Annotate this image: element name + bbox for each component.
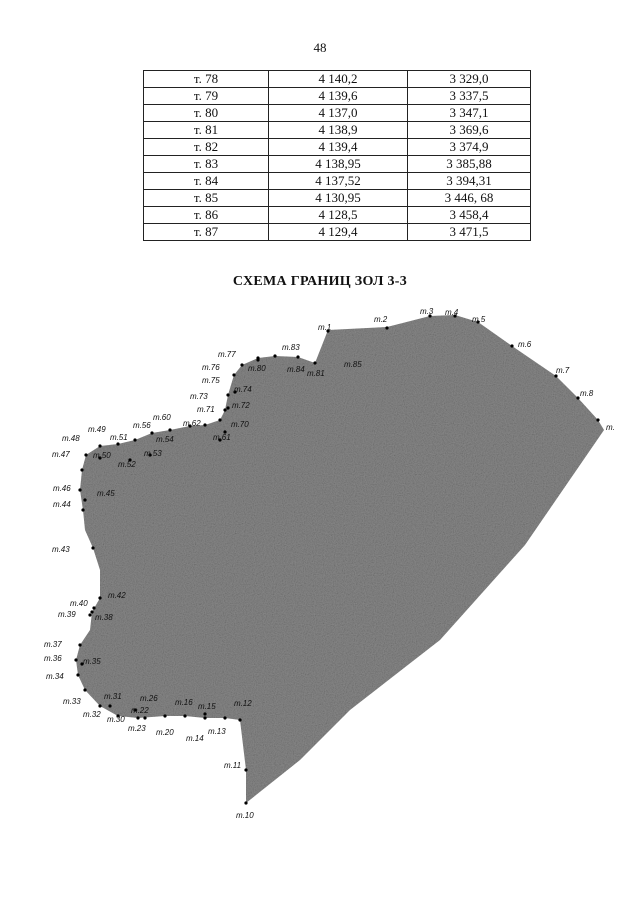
boundary-point-marker [244, 801, 247, 804]
point-label: т.72 [232, 401, 250, 410]
point-label: т.31 [104, 692, 122, 701]
point-label: т.77 [218, 350, 236, 359]
boundary-point-marker [226, 406, 229, 409]
scheme-title: СХЕМА ГРАНИЦ ЗОЛ 3-3 [232, 274, 408, 289]
point-label: т.48 [62, 434, 80, 443]
boundary-point-marker [98, 444, 101, 447]
point-label: т.44 [53, 500, 71, 509]
point-cell: т. 78 [144, 71, 269, 88]
y-coordinate-cell: 3 385,88 [408, 156, 531, 173]
boundary-point-marker [116, 442, 119, 445]
boundary-point-marker [81, 508, 84, 511]
boundary-point-marker [88, 613, 91, 616]
point-label: т.16 [175, 698, 193, 707]
x-coordinate-cell: 4 138,95 [269, 156, 408, 173]
point-label: т.50 [93, 451, 111, 460]
point-label: т.5 [472, 315, 486, 324]
boundary-point-marker [218, 418, 221, 421]
point-label: т.73 [190, 392, 208, 401]
point-label: т.62 [183, 419, 201, 428]
y-coordinate-cell: 3 446, 68 [408, 190, 531, 207]
point-label: т.45 [97, 489, 115, 498]
boundary-point-marker [91, 546, 94, 549]
point-label: т.3 [420, 307, 434, 316]
point-label: т.4 [445, 308, 459, 317]
boundary-point-marker [84, 453, 87, 456]
boundary-point-marker [90, 610, 93, 613]
boundary-point-marker [74, 658, 77, 661]
point-label: т.7 [556, 366, 570, 375]
point-label: т.33 [63, 697, 81, 706]
point-label: т.46 [53, 484, 71, 493]
x-coordinate-cell: 4 138,9 [269, 122, 408, 139]
point-label: т.76 [202, 363, 220, 372]
x-coordinate-cell: 4 139,4 [269, 139, 408, 156]
boundary-point-marker [203, 423, 206, 426]
y-coordinate-cell: 3 458,4 [408, 207, 531, 224]
point-label: т.84 [287, 365, 305, 374]
point-cell: т. 85 [144, 190, 269, 207]
boundary-point-marker [244, 768, 247, 771]
point-label: т.74 [234, 385, 252, 394]
boundary-point-marker [238, 718, 241, 721]
boundary-point-marker [226, 393, 229, 396]
point-label: т.83 [282, 343, 300, 352]
point-label: т.43 [52, 545, 70, 554]
point-cell: т. 81 [144, 122, 269, 139]
point-cell: т. 83 [144, 156, 269, 173]
point-label: т.15 [198, 702, 216, 711]
point-label: т.36 [44, 654, 62, 663]
point-label: т.12 [234, 699, 252, 708]
y-coordinate-cell: 3 471,5 [408, 224, 531, 241]
point-label: т.70 [231, 420, 249, 429]
boundary-point-marker [168, 428, 171, 431]
boundary-point-marker [98, 596, 101, 599]
point-label: т.40 [70, 599, 88, 608]
x-coordinate-cell: 4 137,52 [269, 173, 408, 190]
boundary-point-marker [163, 714, 166, 717]
point-label: т.10 [236, 811, 254, 820]
boundary-point-marker [203, 716, 206, 719]
x-coordinate-cell: 4 140,2 [269, 71, 408, 88]
boundary-point-marker [596, 418, 599, 421]
point-label: т.11 [224, 761, 242, 770]
page-number: 48 [313, 40, 327, 55]
point-label: т.34 [46, 672, 64, 681]
point-label: т.54 [156, 435, 174, 444]
point-label: т.13 [208, 727, 226, 736]
x-coordinate-cell: 4 129,4 [269, 224, 408, 241]
boundary-point-marker [232, 373, 235, 376]
boundary-point-marker [136, 716, 139, 719]
point-label: т.38 [95, 613, 113, 622]
y-coordinate-cell: 3 329,0 [408, 71, 531, 88]
boundary-point-marker [256, 356, 259, 359]
point-label: т.35 [83, 657, 101, 666]
point-label: т.49 [88, 425, 106, 434]
boundary-point-marker [203, 712, 206, 715]
y-coordinate-cell: 3 394,31 [408, 173, 531, 190]
point-label: т.80 [248, 364, 266, 373]
boundary-point-marker [78, 643, 81, 646]
boundary-point-marker [240, 363, 243, 366]
boundary-point-marker [183, 714, 186, 717]
boundary-point-marker [150, 431, 153, 434]
point-label: т.8 [580, 389, 594, 398]
point-cell: т. 79 [144, 88, 269, 105]
point-label: т.51 [110, 433, 128, 442]
point-label: т.26 [140, 694, 158, 703]
y-coordinate-cell: 3 374,9 [408, 139, 531, 156]
boundary-point-marker [510, 344, 513, 347]
y-coordinate-cell: 3 369,6 [408, 122, 531, 139]
point-label: т.1 [318, 323, 332, 332]
x-coordinate-cell: 4 130,95 [269, 190, 408, 207]
boundary-point-marker [83, 498, 86, 501]
point-cell: т. 86 [144, 207, 269, 224]
point-label: т.42 [108, 591, 126, 600]
point-label: т.23 [128, 724, 146, 733]
boundary-point-marker [273, 354, 276, 357]
boundary-point-marker [143, 716, 146, 719]
point-label: т.30 [107, 715, 125, 724]
boundary-point-marker [133, 438, 136, 441]
boundary-point-marker [385, 326, 388, 329]
boundary-point-marker [296, 355, 299, 358]
point-label: т.81 [307, 369, 325, 378]
point-label: т.75 [202, 376, 220, 385]
point-cell: т. 84 [144, 173, 269, 190]
boundary-point-marker [92, 606, 95, 609]
boundary-point-marker [80, 468, 83, 471]
point-label: т.71 [197, 405, 215, 414]
point-label: т.14 [186, 734, 204, 743]
boundary-point-marker [223, 408, 226, 411]
point-cell: т. 80 [144, 105, 269, 122]
point-label: т.61 [213, 433, 231, 442]
point-cell: т. 82 [144, 139, 269, 156]
y-coordinate-cell: 3 347,1 [408, 105, 531, 122]
point-label: т.85 [344, 360, 362, 369]
x-coordinate-cell: 4 139,6 [269, 88, 408, 105]
point-label: т.53 [144, 449, 162, 458]
x-coordinate-cell: 4 137,0 [269, 105, 408, 122]
y-coordinate-cell: 3 337,5 [408, 88, 531, 105]
point-label: т.39 [58, 610, 76, 619]
point-label: т.56 [133, 421, 151, 430]
point-label: т.20 [156, 728, 174, 737]
point-label: т.52 [118, 460, 136, 469]
boundary-point-marker [78, 488, 81, 491]
point-label: т. [606, 423, 615, 432]
boundary-point-marker [313, 361, 316, 364]
point-label: т.60 [153, 413, 171, 422]
boundary-point-marker [83, 688, 86, 691]
boundary-point-marker [76, 673, 79, 676]
boundary-point-marker [223, 716, 226, 719]
point-label: т.6 [518, 340, 532, 349]
boundary-point-marker [98, 704, 101, 707]
point-label: т.47 [52, 450, 70, 459]
point-cell: т. 87 [144, 224, 269, 241]
point-label: т.2 [374, 315, 388, 324]
point-label: т.37 [44, 640, 62, 649]
boundary-point-marker [108, 704, 111, 707]
x-coordinate-cell: 4 128,5 [269, 207, 408, 224]
point-label: т.32 [83, 710, 101, 719]
point-label: т.22 [131, 706, 149, 715]
